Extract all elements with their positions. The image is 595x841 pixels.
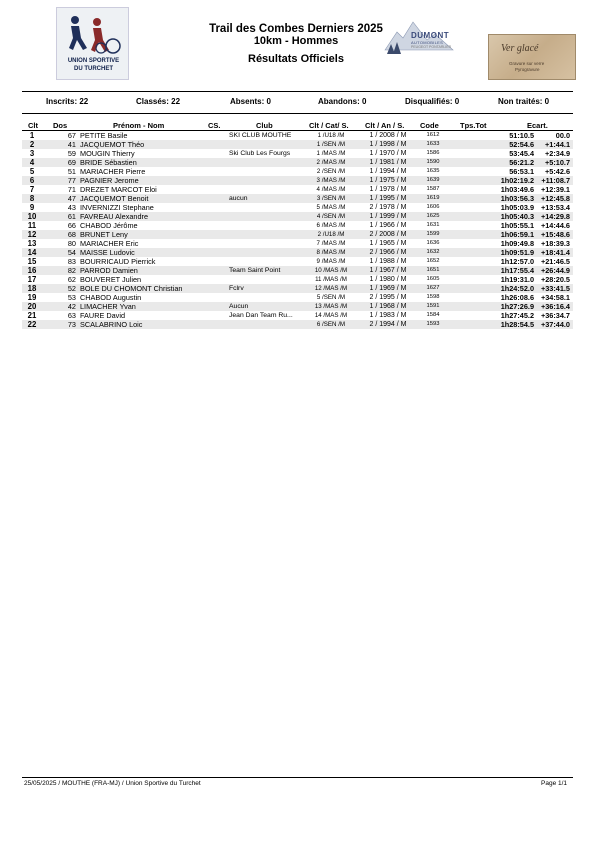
cell-gap: +21:46.5 <box>540 257 570 266</box>
cell-gap: +33:41.5 <box>540 284 570 293</box>
table-row <box>22 257 573 266</box>
cell-category-rank: 14 /MAS /M <box>314 312 348 319</box>
cell-rank: 19 <box>27 293 37 302</box>
cell-code: 1584 <box>426 312 440 318</box>
cell-code: 1619 <box>426 195 440 201</box>
inscrits-count: Inscrits: 22 <box>46 97 89 106</box>
cell-bib: 62 <box>67 275 76 284</box>
cell-year-rank: 2 / 1995 / M <box>369 294 407 301</box>
table-row <box>22 221 573 230</box>
cell-total-time: 56:53.1 <box>509 167 534 176</box>
cell-gap: +14:29.8 <box>540 212 570 221</box>
cell-total-time: 52:54.6 <box>509 140 534 149</box>
cell-gap: +28:20.5 <box>540 275 570 284</box>
cell-athlete-name: LIMACHER Yvan <box>80 302 136 311</box>
table-row <box>22 194 573 203</box>
sponsor-logo-dumont: DUMONT AUTOMOBILES PEUGEOT PONTARLIER <box>383 14 476 58</box>
cell-gap: +14:44.6 <box>540 221 570 230</box>
col-name: Prénom - Nom <box>113 121 165 130</box>
cell-year-rank: 2 / 2008 / M <box>369 231 407 238</box>
cell-athlete-name: SCALABRINO Loic <box>80 320 143 329</box>
cell-code: 1599 <box>426 231 440 237</box>
cell-rank: 15 <box>27 257 37 266</box>
cell-category-rank: 1 /SEN /M <box>316 141 346 148</box>
cell-category-rank: 1 /U18 /M <box>317 132 345 139</box>
col-tps: Tps.Tot <box>460 121 487 130</box>
cell-year-rank: 2 / 1966 / M <box>369 249 407 256</box>
table-row <box>22 149 573 158</box>
cell-code: 1605 <box>426 276 440 282</box>
cell-bib: 68 <box>67 230 76 239</box>
cell-club: Team Saint Point <box>229 267 281 274</box>
table-row <box>22 320 573 329</box>
cell-category-rank: 6 /MAS /M <box>316 222 346 229</box>
cell-year-rank: 1 / 1980 / M <box>369 276 407 283</box>
cell-code: 1590 <box>426 159 440 165</box>
cell-athlete-name: PARROD Damien <box>80 266 138 275</box>
table-row <box>22 131 573 140</box>
cell-code: 1632 <box>426 249 440 255</box>
cell-gap: +2:34.9 <box>545 149 570 158</box>
cell-bib: 66 <box>67 221 76 230</box>
cell-athlete-name: MARIACHER Pierre <box>80 167 146 176</box>
cell-rank: 9 <box>29 203 35 212</box>
club-logo <box>56 7 129 80</box>
cell-athlete-name: PETITE Basile <box>80 131 128 140</box>
cell-code: 1593 <box>426 321 440 327</box>
footer-info: 25/05/2025 / MOUTHE (FRA-MJ) / Union Sportive du Turchet <box>24 780 201 787</box>
cell-gap: +15:48.6 <box>540 230 570 239</box>
cell-year-rank: 1 / 1983 / M <box>369 312 407 319</box>
cell-total-time: 1h09:49.8 <box>500 239 534 248</box>
table-row <box>22 158 573 167</box>
table-row <box>22 239 573 248</box>
cell-athlete-name: BRIDE Sébastien <box>80 158 137 167</box>
cell-rank: 5 <box>29 167 35 176</box>
cell-code: 1636 <box>426 240 440 246</box>
cell-club: Aucun <box>229 303 249 310</box>
cell-club: SKI CLUB MOUTHE <box>229 132 292 139</box>
cell-bib: 61 <box>67 212 76 221</box>
cell-total-time: 1h27:45.2 <box>500 311 534 320</box>
cell-gap: +5:42.6 <box>545 167 570 176</box>
cell-category-rank: 8 /MAS /M <box>316 249 346 256</box>
cell-code: 1627 <box>426 285 440 291</box>
cell-gap: +13:53.4 <box>540 203 570 212</box>
cell-category-rank: 2 /U18 /M <box>317 231 345 238</box>
cell-rank: 14 <box>27 248 37 257</box>
cell-rank: 10 <box>27 212 37 221</box>
cell-athlete-name: MAISSE Ludovic <box>80 248 135 257</box>
cell-code: 1586 <box>426 150 440 156</box>
results-subtitle: Résultats Officiels <box>248 53 344 65</box>
cell-rank: 13 <box>27 239 37 248</box>
cell-athlete-name: PAGNIER Jerome <box>80 176 139 185</box>
page-title <box>196 23 396 66</box>
cell-rank: 16 <box>27 266 37 275</box>
cell-bib: 52 <box>67 284 76 293</box>
cell-category-rank: 12 /MAS /M <box>314 285 348 292</box>
cell-category-rank: 11 /MAS /M <box>315 276 347 283</box>
cell-category-rank: 4 /SEN /M <box>316 213 346 220</box>
table-row <box>22 176 573 185</box>
cell-total-time: 1h17:55.4 <box>500 266 534 275</box>
cell-athlete-name: JACQUEMOT Benoit <box>80 194 149 203</box>
cell-gap: +18:41.4 <box>540 248 570 257</box>
table-row <box>22 275 573 284</box>
cell-gap: +18:39.3 <box>540 239 570 248</box>
sponsor-logo-ver-glace: Ver glacé Gravure sur verre Pyrogravure <box>488 34 576 80</box>
cell-athlete-name: BOURRICAUD Pierrick <box>80 257 156 266</box>
divider <box>22 777 573 778</box>
cell-bib: 67 <box>67 131 76 140</box>
cell-rank: 4 <box>29 158 35 167</box>
cell-rank: 2 <box>29 140 35 149</box>
cell-gap: +5:10.7 <box>545 158 570 167</box>
cell-club: Ski Club Les Fourgs <box>229 150 291 157</box>
race-category: 10km - Hommes <box>253 35 339 47</box>
absents-count: Absents: 0 <box>230 97 271 106</box>
cell-year-rank: 1 / 2008 / M <box>369 132 407 139</box>
cell-bib: 71 <box>67 185 76 194</box>
cell-bib: 59 <box>67 149 76 158</box>
cell-club: Jean Dan Team Ru... <box>229 312 293 319</box>
cell-gap: +1:44.1 <box>545 140 570 149</box>
cell-bib: 54 <box>67 248 76 257</box>
cell-athlete-name: BOLE DU CHOMONT Christian <box>80 284 183 293</box>
cell-year-rank: 1 / 1981 / M <box>369 159 407 166</box>
cell-bib: 42 <box>67 302 76 311</box>
cell-category-rank: 10 /MAS /M <box>314 267 348 274</box>
cell-code: 1612 <box>426 132 440 138</box>
cell-rank: 20 <box>27 302 37 311</box>
cell-bib: 80 <box>67 239 76 248</box>
cell-bib: 41 <box>67 140 76 149</box>
cell-rank: 12 <box>27 230 37 239</box>
cell-rank: 3 <box>29 149 35 158</box>
cell-bib: 47 <box>67 194 76 203</box>
cell-year-rank: 1 / 1994 / M <box>369 168 407 175</box>
cell-code: 1633 <box>426 141 440 147</box>
cell-bib: 43 <box>67 203 76 212</box>
cell-athlete-name: MOUGIN Thierry <box>80 149 135 158</box>
table-row <box>22 293 573 302</box>
cell-code: 1651 <box>426 267 440 273</box>
cell-total-time: 1h03:49.6 <box>500 185 534 194</box>
cell-total-time: 1h05:40.3 <box>500 212 534 221</box>
col-club: Club <box>256 121 273 130</box>
table-row <box>22 230 573 239</box>
cell-athlete-name: INVERNIZZI Stephane <box>80 203 154 212</box>
cell-bib: 83 <box>67 257 76 266</box>
cell-year-rank: 1 / 1970 / M <box>369 150 407 157</box>
cell-bib: 82 <box>67 266 76 275</box>
cell-total-time: 1h09:51.9 <box>500 248 534 257</box>
cell-athlete-name: FAURE David <box>80 311 126 320</box>
cell-year-rank: 1 / 1988 / M <box>369 258 407 265</box>
cell-total-time: 1h03:56.3 <box>500 194 534 203</box>
cell-total-time: 1h28:54.5 <box>500 320 534 329</box>
table-row <box>22 203 573 212</box>
cell-total-time: 1h26:08.6 <box>500 293 534 302</box>
cell-bib: 77 <box>67 176 76 185</box>
cell-rank: 6 <box>29 176 35 185</box>
cell-code: 1591 <box>426 303 440 309</box>
abandons-count: Abandons: 0 <box>318 97 367 106</box>
cell-rank: 11 <box>27 221 37 230</box>
cell-category-rank: 2 /SEN /M <box>316 168 346 175</box>
cell-category-rank: 2 /MAS /M <box>316 159 346 166</box>
table-row <box>22 167 573 176</box>
table-row <box>22 302 573 311</box>
cell-rank: 7 <box>29 185 35 194</box>
cell-category-rank: 3 /MAS /M <box>316 177 346 184</box>
cell-rank: 18 <box>27 284 37 293</box>
cell-category-rank: 9 /MAS /M <box>316 258 346 265</box>
cell-athlete-name: CHABOD Jérôme <box>80 221 138 230</box>
cell-bib: 53 <box>67 293 76 302</box>
divider <box>22 91 573 92</box>
cell-athlete-name: BOUVERET Julien <box>80 275 142 284</box>
cell-total-time: 51:10.5 <box>509 131 534 140</box>
cell-club: Fclrv <box>229 285 244 292</box>
cell-gap: +36:34.7 <box>540 311 570 320</box>
cell-bib: 73 <box>67 320 76 329</box>
cell-gap: +36:16.4 <box>540 302 570 311</box>
cell-gap: 00.0 <box>555 131 570 140</box>
table-row <box>22 248 573 257</box>
non-traites-count: Non traités: 0 <box>498 97 550 106</box>
cell-code: 1635 <box>426 168 440 174</box>
cell-year-rank: 1 / 1968 / M <box>369 303 407 310</box>
cell-bib: 69 <box>67 158 76 167</box>
cell-year-rank: 1 / 1967 / M <box>369 267 407 274</box>
col-code: Code <box>420 121 439 130</box>
cell-gap: +34:58.1 <box>540 293 570 302</box>
cell-club: aucun <box>229 195 248 202</box>
cell-athlete-name: DREZET MARCOT Eloi <box>80 185 157 194</box>
cell-category-rank: 13 /MAS /M <box>314 303 348 310</box>
cell-total-time: 1h05:03.9 <box>500 203 534 212</box>
cell-total-time: 1h27:26.9 <box>500 302 534 311</box>
cell-code: 1652 <box>426 258 440 264</box>
cell-athlete-name: MARIACHER Eric <box>80 239 139 248</box>
cell-bib: 51 <box>67 167 76 176</box>
cell-year-rank: 1 / 1966 / M <box>369 222 407 229</box>
table-row <box>22 212 573 221</box>
cell-year-rank: 1 / 1965 / M <box>369 240 407 247</box>
cell-code: 1587 <box>426 186 440 192</box>
col-an: Clt / An / S. <box>365 121 405 130</box>
col-dos: Dos <box>53 121 68 130</box>
cell-year-rank: 1 / 1978 / M <box>369 186 407 193</box>
cell-total-time: 53:45.4 <box>509 149 534 158</box>
cell-rank: 1 <box>29 131 35 140</box>
cell-code: 1606 <box>426 204 440 210</box>
cell-category-rank: 5 /MAS /M <box>316 204 346 211</box>
cell-category-rank: 1 /MAS /M <box>316 150 346 157</box>
cell-code: 1639 <box>426 177 440 183</box>
cell-year-rank: 1 / 1999 / M <box>369 213 407 220</box>
cell-total-time: 1h02:19.2 <box>500 176 534 185</box>
cell-code: 1631 <box>426 222 440 228</box>
disqualifies-count: Disqualifiés: 0 <box>405 97 460 106</box>
classes-count: Classés: 22 <box>136 97 181 106</box>
cell-athlete-name: CHABOD Augustin <box>80 293 142 302</box>
cell-total-time: 56:21.2 <box>509 158 534 167</box>
cell-year-rank: 2 / 1994 / M <box>369 321 407 328</box>
runners-icon <box>61 12 125 56</box>
cell-year-rank: 1 / 1998 / M <box>369 141 407 148</box>
cell-category-rank: 3 /SEN /M <box>316 195 346 202</box>
cell-gap: +11:08.7 <box>541 176 570 185</box>
cell-bib: 63 <box>67 311 76 320</box>
cell-athlete-name: FAVREAU Alexandre <box>80 212 149 221</box>
col-clt: Clt <box>28 121 38 130</box>
event-title: Trail des Combes Derniers 2025 <box>209 23 383 35</box>
col-ecart: Ecart. <box>527 121 548 130</box>
col-cs: CS. <box>208 121 221 130</box>
cell-category-rank: 7 /MAS /M <box>316 240 346 247</box>
cell-category-rank: 4 /MAS /M <box>316 186 346 193</box>
cell-total-time: 1h05:55.1 <box>500 221 534 230</box>
cell-total-time: 1h24:52.0 <box>500 284 534 293</box>
club-logo-text: UNION SPORTIVE DU TURCHET <box>67 58 120 72</box>
cell-rank: 21 <box>27 311 37 320</box>
table-row <box>22 185 573 194</box>
cell-total-time: 1h19:31.0 <box>500 275 534 284</box>
cell-gap: +37:44.0 <box>540 320 570 329</box>
cell-athlete-name: BRUNET Leny <box>80 230 128 239</box>
divider <box>22 113 573 114</box>
table-row <box>22 284 573 293</box>
cell-gap: +12:45.8 <box>540 194 570 203</box>
cell-year-rank: 1 / 1969 / M <box>369 285 407 292</box>
cell-year-rank: 1 / 1995 / M <box>369 195 407 202</box>
cell-year-rank: 2 / 1978 / M <box>369 204 407 211</box>
cell-athlete-name: JACQUEMOT Théo <box>80 140 145 149</box>
table-row <box>22 266 573 275</box>
cell-code: 1625 <box>426 213 440 219</box>
cell-category-rank: 6 /SEN /M <box>316 321 346 328</box>
cell-total-time: 1h12:57.0 <box>500 257 534 266</box>
cell-category-rank: 5 /SEN /M <box>316 294 346 301</box>
page-number: Page 1/1 <box>541 780 568 787</box>
cell-gap: +26:44.9 <box>540 266 570 275</box>
cell-rank: 22 <box>27 320 37 329</box>
table-row <box>22 140 573 149</box>
cell-total-time: 1h06:59.1 <box>500 230 534 239</box>
col-cat: Clt / Cat/ S. <box>309 121 349 130</box>
cell-rank: 8 <box>29 194 35 203</box>
cell-code: 1598 <box>426 294 440 300</box>
cell-gap: +12:39.1 <box>540 185 570 194</box>
table-row <box>22 311 573 320</box>
cell-rank: 17 <box>27 275 37 284</box>
cell-year-rank: 1 / 1975 / M <box>369 177 407 184</box>
